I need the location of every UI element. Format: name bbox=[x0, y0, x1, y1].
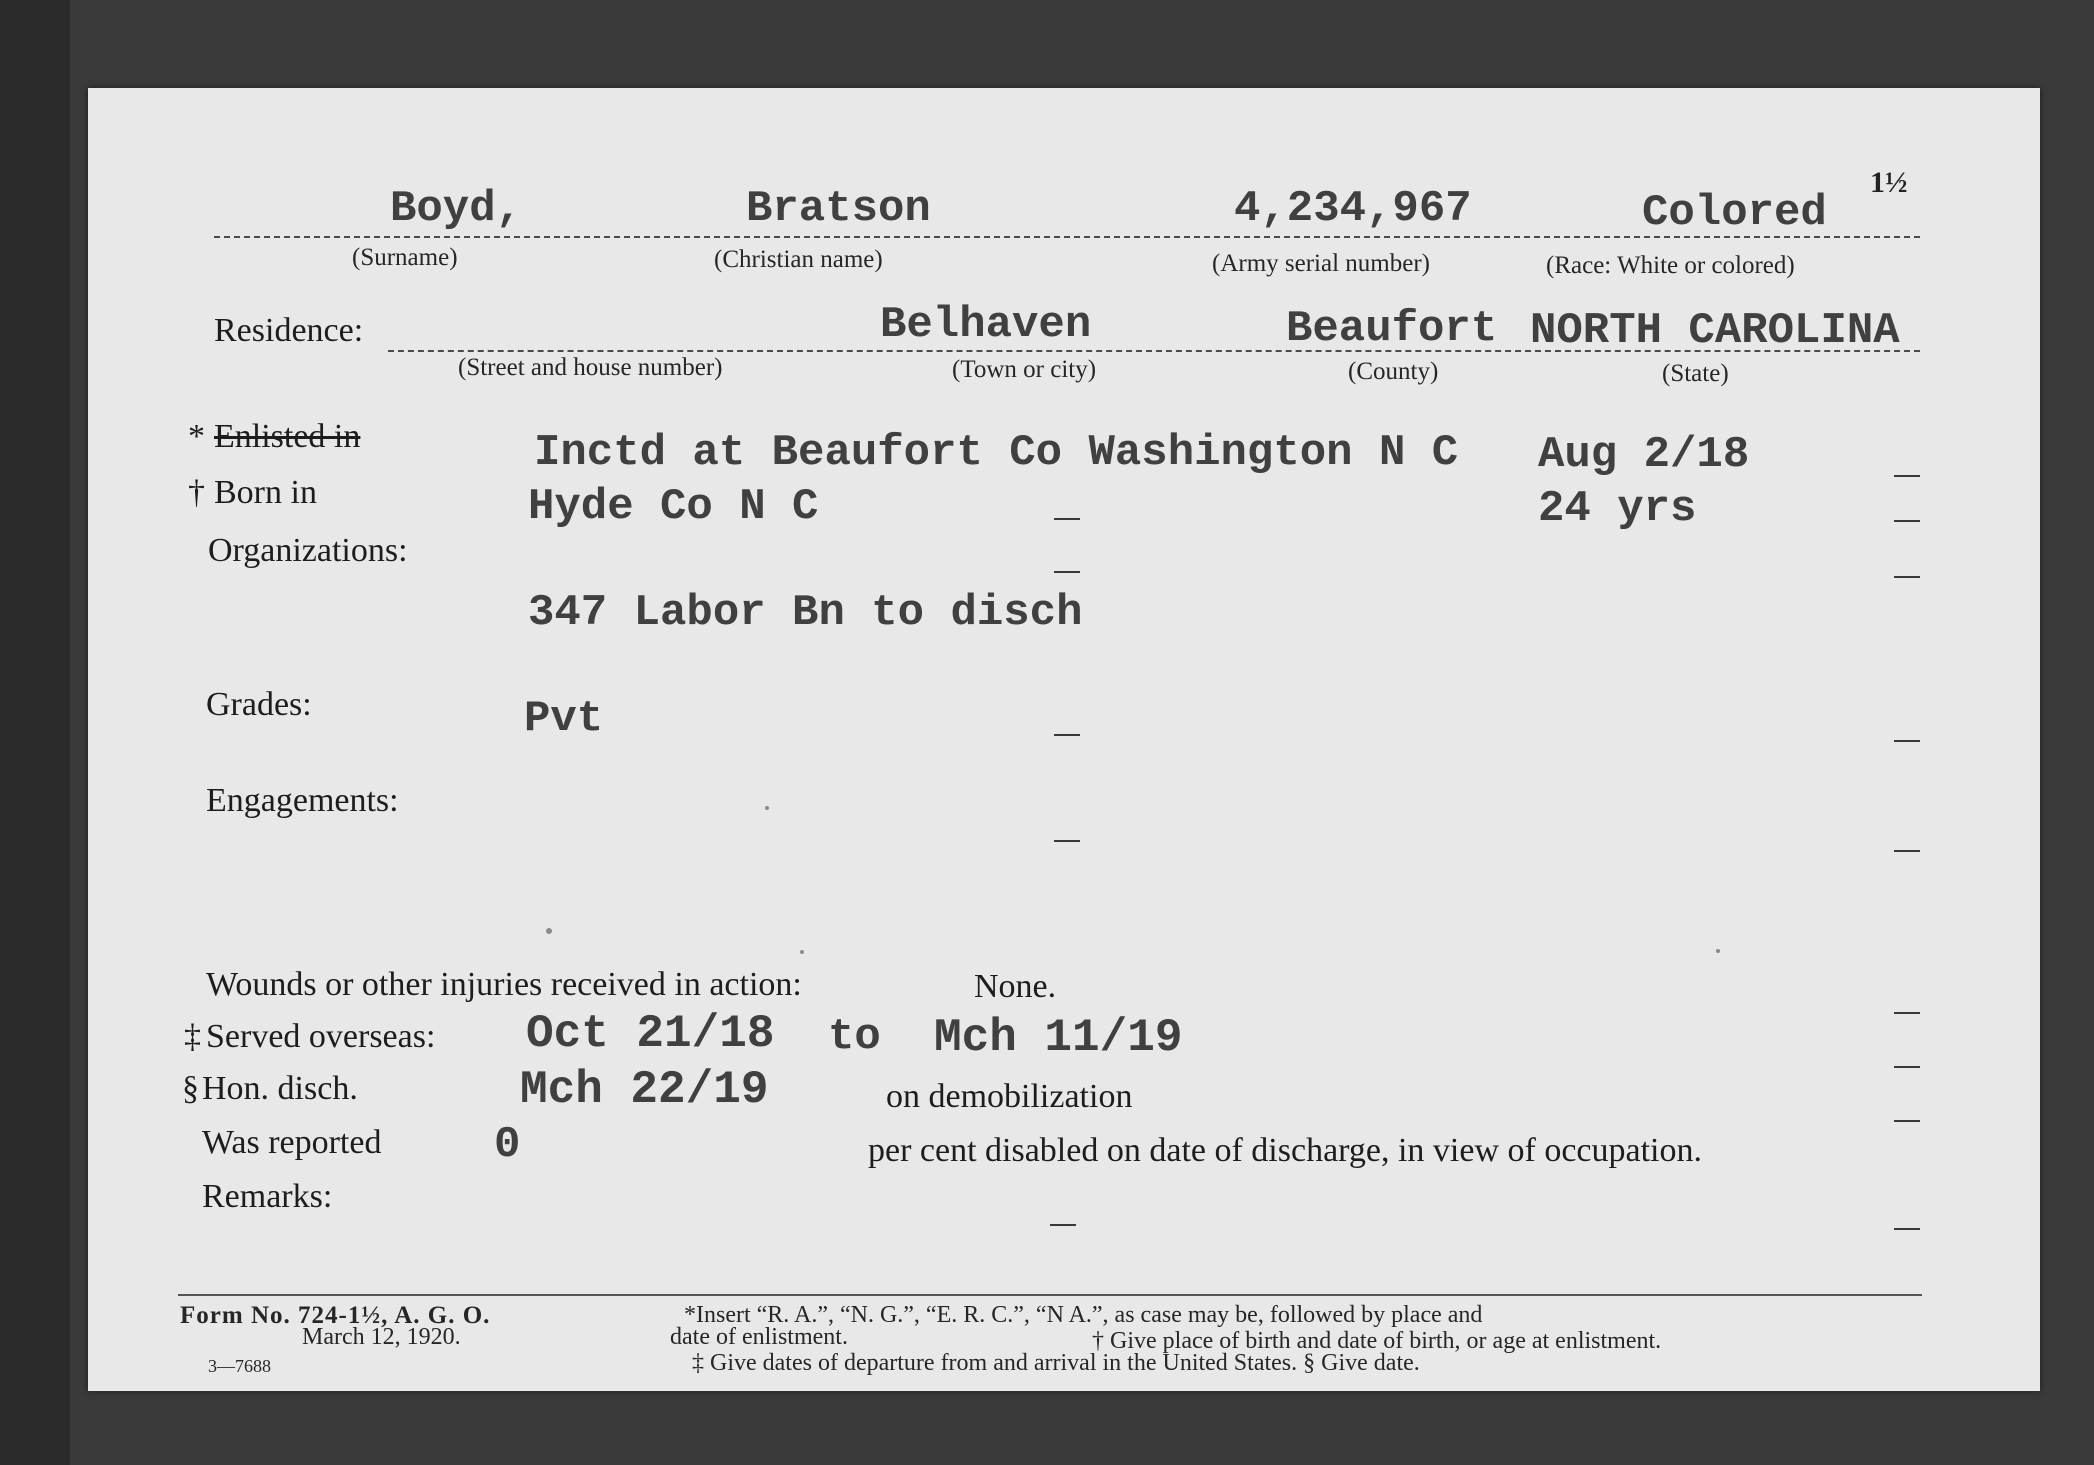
overseas-mark: ‡ bbox=[184, 1018, 201, 1055]
residence-label: Residence: bbox=[214, 312, 364, 349]
discharge-mark: § bbox=[182, 1070, 199, 1107]
discharge-end-dash bbox=[1894, 1120, 1920, 1122]
footnote-insert: *Insert “R. A.”, “N. G.”, “E. R. C.”, “N A.”, as case may be, followed by place and bbox=[684, 1302, 1483, 1328]
residence-line bbox=[388, 350, 1920, 352]
scan-background-edge bbox=[0, 0, 70, 1465]
service-record-card bbox=[88, 88, 2040, 1391]
footer-rule bbox=[178, 1294, 1922, 1296]
discharge-label: Hon. disch. bbox=[202, 1070, 358, 1107]
form-number: Form No. 724-1½, A. G. O. bbox=[180, 1302, 491, 1329]
footnote-enlistment-date: date of enlistment. bbox=[670, 1324, 848, 1350]
enlisted-end-dash bbox=[1894, 475, 1920, 477]
grades-label: Grades: bbox=[206, 686, 312, 723]
born-label: Born in bbox=[214, 474, 317, 511]
engagements-mid-dash bbox=[1054, 840, 1080, 842]
footnote-birth: † Give place of birth and date of birth, or age at enlistment. bbox=[1092, 1328, 1662, 1354]
card-fraction: 1½ bbox=[1870, 166, 1908, 199]
residence-town-value: Belhaven bbox=[880, 300, 1092, 350]
overseas-end-dash bbox=[1894, 1066, 1920, 1068]
residence-state-value: NORTH CAROLINA bbox=[1530, 306, 1900, 356]
reported-text: per cent disabled on date of discharge, in view of occupation. bbox=[868, 1132, 1702, 1169]
name-row-line bbox=[214, 236, 1920, 238]
christian-name-value: Bratson bbox=[746, 184, 931, 234]
engagements-end-dash bbox=[1894, 850, 1920, 852]
serial-number-value: 4,234,967 bbox=[1234, 184, 1472, 234]
enlisted-mark: * bbox=[188, 418, 205, 455]
town-caption: (Town or city) bbox=[952, 356, 1097, 383]
remarks-label: Remarks: bbox=[202, 1178, 333, 1215]
discharge-note: on demobilization bbox=[886, 1078, 1133, 1115]
state-caption: (State) bbox=[1662, 360, 1729, 387]
overseas-to-word: to bbox=[828, 1012, 881, 1062]
street-caption: (Street and house number) bbox=[458, 354, 723, 381]
organizations-mid-dash bbox=[1054, 571, 1080, 573]
organizations-end-dash bbox=[1894, 576, 1920, 578]
speck bbox=[546, 928, 552, 934]
overseas-label: Served overseas: bbox=[206, 1018, 436, 1055]
speck bbox=[765, 806, 769, 810]
reported-label: Was reported bbox=[202, 1124, 382, 1161]
born-value: Hyde Co N C bbox=[528, 482, 819, 532]
wounds-value: None. bbox=[974, 968, 1057, 1005]
enlisted-date: Aug 2/18 bbox=[1538, 430, 1750, 480]
grades-mid-dash bbox=[1054, 734, 1080, 736]
race-caption: (Race: White or colored) bbox=[1546, 252, 1795, 279]
footnote-overseas: ‡ Give dates of departure from and arrival in the United States. § Give date. bbox=[692, 1350, 1420, 1376]
wounds-label: Wounds or other injuries received in action: bbox=[206, 966, 802, 1003]
serial-number-caption: (Army serial number) bbox=[1212, 250, 1430, 277]
overseas-from-date: Oct 21/18 bbox=[526, 1008, 775, 1060]
born-end-dash bbox=[1894, 520, 1920, 522]
form-date: March 12, 1920. bbox=[302, 1324, 461, 1350]
born-age: 24 yrs bbox=[1538, 484, 1697, 534]
remarks-end-dash bbox=[1894, 1228, 1920, 1230]
engagements-label: Engagements: bbox=[206, 782, 399, 819]
discharge-date: Mch 22/19 bbox=[520, 1064, 769, 1116]
enlisted-label: Enlisted in bbox=[214, 418, 361, 455]
print-number: 3—7688 bbox=[208, 1356, 271, 1376]
overseas-to-date: Mch 11/19 bbox=[934, 1012, 1183, 1064]
christian-name-caption: (Christian name) bbox=[714, 246, 883, 273]
enlisted-value: Inctd at Beaufort Co Washington N C bbox=[534, 428, 1459, 478]
race-value: Colored bbox=[1642, 188, 1827, 238]
reported-value: 0 bbox=[494, 1120, 521, 1170]
born-mark: † bbox=[188, 474, 205, 511]
county-caption: (County) bbox=[1348, 358, 1439, 385]
grades-end-dash bbox=[1894, 740, 1920, 742]
organizations-label: Organizations: bbox=[208, 532, 408, 569]
wounds-end-dash bbox=[1894, 1012, 1920, 1014]
grades-value: Pvt bbox=[524, 694, 604, 744]
speck bbox=[1716, 949, 1720, 953]
speck bbox=[800, 950, 804, 954]
born-mid-dash bbox=[1054, 518, 1080, 520]
residence-county-value: Beaufort bbox=[1286, 304, 1498, 354]
organizations-value: 347 Labor Bn to disch bbox=[528, 588, 1083, 638]
surname-value: Boyd, bbox=[390, 184, 523, 234]
remarks-mid-dash bbox=[1050, 1224, 1076, 1226]
surname-caption: (Surname) bbox=[352, 244, 458, 271]
